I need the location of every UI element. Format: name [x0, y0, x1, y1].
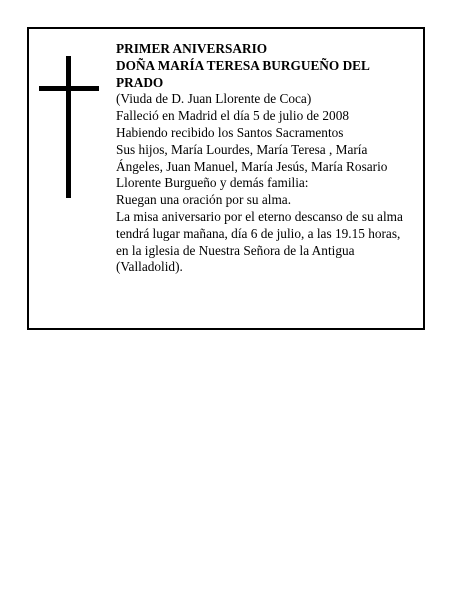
- notice-title: PRIMER ANIVERSARIO: [116, 41, 268, 56]
- deceased-name: DOÑA MARÍA TERESA BURGUEÑO DEL PRADO: [116, 57, 370, 90]
- family-line: Sus hijos, María Lourdes, María Teresa , María Ángeles, Juan Manuel, María Jesús, María Rosario Llorente Burgueño y demás familia:: [116, 141, 388, 191]
- notice-text: [116, 41, 416, 276]
- widow-of-line: (Viuda de D. Juan Llorente de Coca): [116, 91, 312, 107]
- sacraments-line: Habiendo recibido los Santos Sacramentos: [116, 124, 344, 140]
- obituary-notice: [27, 27, 425, 330]
- cross-vertical-bar: [66, 56, 71, 198]
- death-date-line: Falleció en Madrid el día 5 de julio de 2008: [116, 108, 350, 124]
- mass-details-line: La misa aniversario por el eterno descanso de su alma tendrá lugar mañana, día 6 de julio, a las 19.15 horas, en la iglesia de Nuestra Señora de la Antigua (Valladolid).: [116, 208, 403, 275]
- latin-cross-icon: [39, 56, 99, 198]
- prayer-request-line: Ruegan una oración por su alma.: [116, 192, 292, 208]
- cross-horizontal-bar: [39, 86, 99, 91]
